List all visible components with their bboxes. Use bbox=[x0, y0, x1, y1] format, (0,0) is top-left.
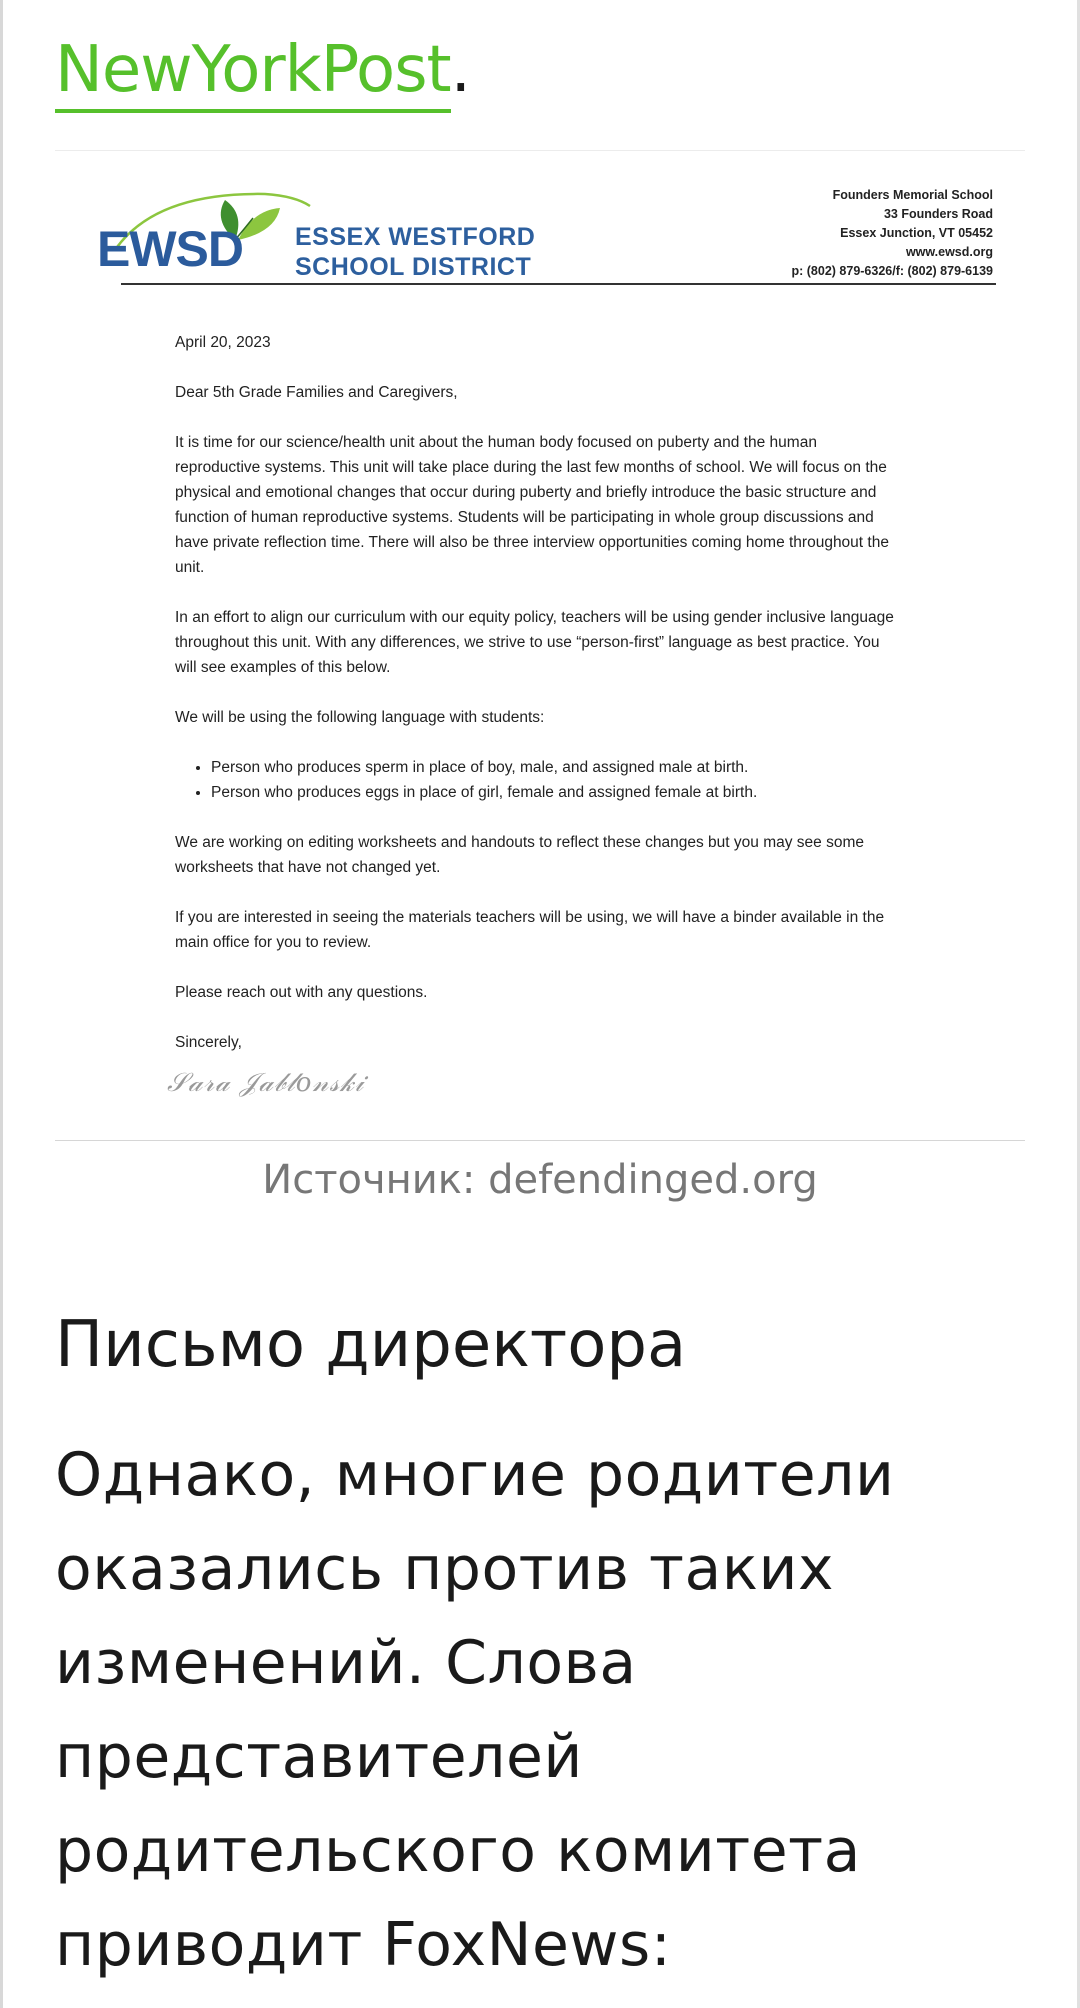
list-item: • Person who produces eggs in place of girl, female and assigned female at birth. bbox=[211, 780, 895, 805]
left-page-edge bbox=[0, 0, 3, 2008]
letter-body bbox=[175, 330, 895, 1080]
list-item: • Person who produces sperm in place of boy, male, and assigned male at birth. bbox=[211, 755, 895, 780]
address-phone: p: (802) 879-6326/f: (802) 879-6139 bbox=[791, 264, 993, 278]
language-list bbox=[175, 755, 895, 805]
logo-abbreviation: EWSD bbox=[97, 221, 243, 277]
letterhead-rule bbox=[121, 283, 996, 285]
letter-greeting: Dear 5th Grade Families and Caregivers, bbox=[175, 384, 458, 401]
newyorkpost-link[interactable]: NewYorkPost bbox=[55, 33, 451, 113]
letter-paragraph-3: We will be using the following language with students: bbox=[175, 709, 545, 726]
source-link-row bbox=[55, 20, 470, 120]
handwritten-signature: 𝒮𝒶𝓇𝒶 𝒥𝒶𝒷𝓁𝑜𝓃𝓈𝓀𝒾 bbox=[167, 1068, 365, 1098]
letter-date: April 20, 2023 bbox=[175, 334, 271, 351]
figure-top-divider bbox=[55, 150, 1025, 151]
address-website: www.ewsd.org bbox=[905, 245, 993, 259]
link-trailing-period: . bbox=[450, 33, 470, 107]
address-city: Essex Junction, VT 05452 bbox=[840, 226, 993, 240]
image-caption: Источник: defendinged.org bbox=[262, 1157, 818, 1203]
letter-closing: Sincerely, bbox=[175, 1034, 242, 1051]
letter-paragraph-6: Please reach out with any questions. bbox=[175, 984, 428, 1001]
district-name bbox=[295, 222, 535, 282]
letter-paragraph-4: We are working on editing worksheets and handouts to reflect these changes but you may see some worksheets that have not changed yet. bbox=[175, 834, 865, 876]
address-street: 33 Founders Road bbox=[883, 207, 993, 221]
letter-paragraph-5: If you are interested in seeing the materials teachers will be using, we will have a binder available in the main office for you to review. bbox=[175, 909, 885, 951]
school-address bbox=[791, 186, 993, 281]
district-name-line1: ESSEX WESTFORD bbox=[295, 223, 536, 251]
letter-paragraph-2: In an effort to align our curriculum with our equity policy, teachers will be using gender inclusive language throughout this unit. With any differences, we strive to use “person-first” language as best practice. You will see examples of this below. bbox=[175, 609, 894, 676]
article-paragraph: Однако, многие родители оказались против таких изменений. Слова представителей родительского комитета приводит FoxNews: bbox=[55, 1440, 895, 1980]
section-heading: Письмо директора bbox=[55, 1308, 687, 1382]
figure-bottom-divider bbox=[55, 1140, 1025, 1141]
letter-image[interactable] bbox=[55, 152, 1025, 1138]
ewsd-logo bbox=[95, 180, 575, 290]
address-school-name: Founders Memorial School bbox=[832, 188, 993, 202]
district-name-line2: SCHOOL DISTRICT bbox=[295, 253, 532, 281]
letter-paragraph-1: It is time for our science/health unit about the human body focused on puberty and the human reproductive systems. This unit will take place during the last few months of school. We will focus on the physical and emotional changes that occur during puberty and briefly introduce the basic structure and function of human reproductive systems. Students will be participating in whole group discussions and have private reflection time. There will also be three interview opportunities coming home throughout the unit. bbox=[175, 434, 889, 576]
